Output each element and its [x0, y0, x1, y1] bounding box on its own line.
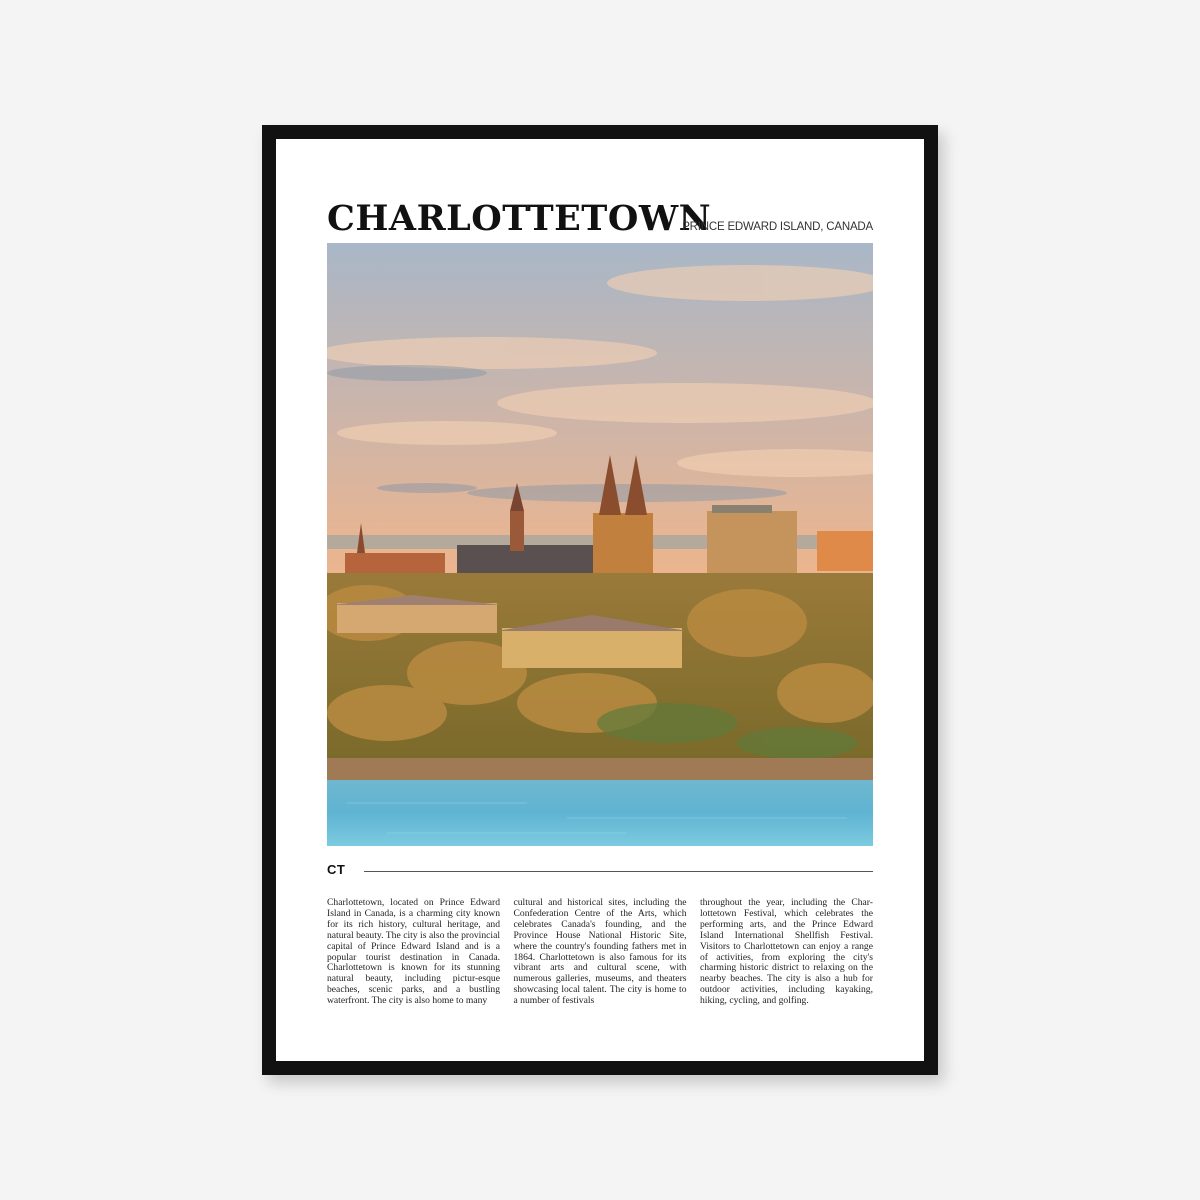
city-skyline-photo: [327, 243, 873, 846]
description-column-3: throughout the year, including the Char-lottetown Festival, which celebrates the performing arts, and the Prince Edward Island International Shellfish Festival. Visitors to Charlottetown can enjoy a range of activities, from exploring the city's charming historic district to relaxing on the nearby beaches. The city is also a hub for outdoor activities, including kayaking, hiking, cycling, and golfing.: [700, 897, 873, 1007]
description-column-2: cultural and historical sites, including the Confederation Centre of the Arts, which celebrates Canada's founding, and the Province House National Historic Site, where the country's founding fathers met in 1864. Charlottetown is also famous for its vibrant arts and cultural scene, with numerous galleries, museums, and theaters showcasing local talent. The city is home to a number of festivals: [513, 897, 687, 1007]
city-abbreviation: CT: [327, 862, 346, 877]
description-column-1: Charlottetown, located on Prince Edward Island in Canada, is a charming city known for its rich history, cultural heritage, and natural beauty. The city is also the provincial capital of Prince Edward Island and is a popular tourist destination in Canada. Charlottetown is known for its stunning natural beauty, including pictur-esque beaches, scenic parks, and a bustling waterfront. The city is also home to many: [327, 897, 500, 1007]
divider-line: [364, 871, 873, 872]
poster-title: CHARLOTTETOWN: [327, 198, 712, 239]
description-columns: [327, 898, 873, 1006]
poster-subtitle: PRINCE EDWARD ISLAND, CANADA: [682, 221, 873, 233]
